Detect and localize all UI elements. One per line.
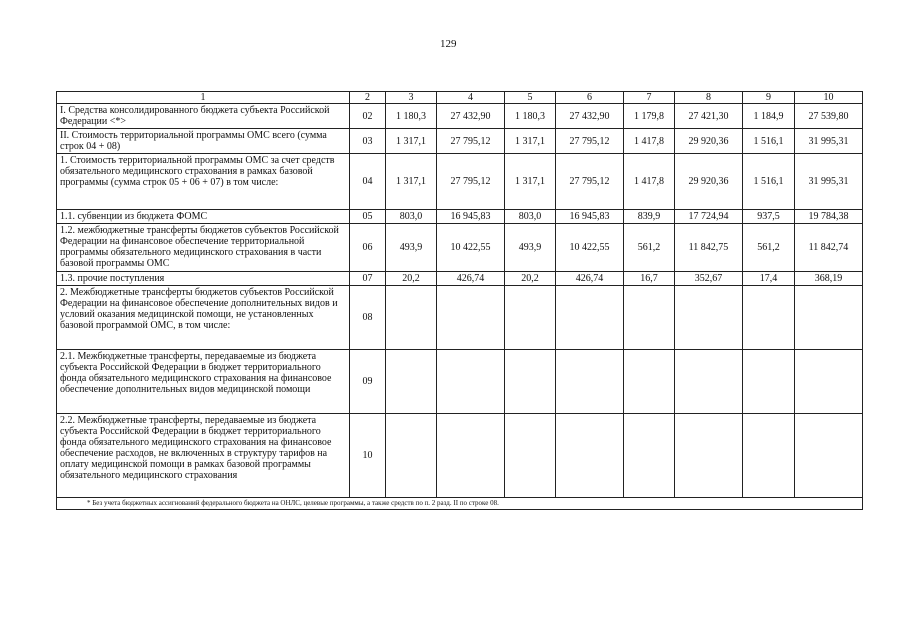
value-cell	[675, 350, 743, 414]
value-cell: 1 516,1	[743, 154, 795, 210]
value-cell: 11 842,74	[795, 224, 863, 272]
value-cell: 1 417,8	[624, 154, 675, 210]
row-label: II. Стоимость территориальной программы ОМС всего (сумма строк 04 + 08)	[57, 129, 350, 154]
col-header: 4	[437, 92, 505, 104]
value-cell: 27 421,30	[675, 104, 743, 129]
col-header: 1	[57, 92, 350, 104]
value-cell	[795, 350, 863, 414]
row-code: 05	[350, 210, 386, 224]
col-header: 6	[556, 92, 624, 104]
col-header: 3	[386, 92, 437, 104]
value-cell: 1 317,1	[386, 154, 437, 210]
value-cell	[556, 414, 624, 498]
col-header: 9	[743, 92, 795, 104]
value-cell: 31 995,31	[795, 154, 863, 210]
value-cell: 20,2	[505, 272, 556, 286]
col-header: 5	[505, 92, 556, 104]
value-cell	[556, 350, 624, 414]
value-cell: 27 795,12	[556, 154, 624, 210]
row-code: 03	[350, 129, 386, 154]
value-cell	[743, 350, 795, 414]
value-cell	[624, 350, 675, 414]
row-code: 10	[350, 414, 386, 498]
value-cell: 1 179,8	[624, 104, 675, 129]
col-header: 10	[795, 92, 863, 104]
value-cell	[437, 414, 505, 498]
value-cell: 31 995,31	[795, 129, 863, 154]
col-header: 2	[350, 92, 386, 104]
row-label: 2. Межбюджетные трансферты бюджетов субъектов Российской Федерации на финансовое обеспечение дополнительных видов и условий оказания медицинской помощи, не установленных базовой программой ОМС, в том числе:	[57, 286, 350, 350]
table-row	[57, 272, 863, 286]
value-cell: 1 516,1	[743, 129, 795, 154]
row-label: 1.1. субвенции из бюджета ФОМС	[57, 210, 350, 224]
value-cell	[624, 286, 675, 350]
table-row	[57, 129, 863, 154]
value-cell: 11 842,75	[675, 224, 743, 272]
value-cell: 29 920,36	[675, 154, 743, 210]
value-cell	[505, 350, 556, 414]
value-cell: 1 180,3	[386, 104, 437, 129]
value-cell: 27 539,80	[795, 104, 863, 129]
row-label: 1.2. межбюджетные трансферты бюджетов субъектов Российской Федерации на финансовое обеспечение территориальной программы обязательного медицинского страхования в части базовой программы ОМС	[57, 224, 350, 272]
table-row	[57, 210, 863, 224]
row-code: 02	[350, 104, 386, 129]
row-code: 06	[350, 224, 386, 272]
value-cell: 426,74	[437, 272, 505, 286]
table-row	[57, 224, 863, 272]
value-cell	[624, 414, 675, 498]
value-cell: 10 422,55	[556, 224, 624, 272]
row-code: 04	[350, 154, 386, 210]
value-cell: 493,9	[505, 224, 556, 272]
value-cell: 368,19	[795, 272, 863, 286]
value-cell	[386, 286, 437, 350]
value-cell: 16,7	[624, 272, 675, 286]
value-cell: 937,5	[743, 210, 795, 224]
value-cell: 27 795,12	[437, 154, 505, 210]
value-cell	[437, 350, 505, 414]
value-cell	[743, 414, 795, 498]
value-cell: 1 317,1	[386, 129, 437, 154]
value-cell: 27 432,90	[556, 104, 624, 129]
col-header: 8	[675, 92, 743, 104]
value-cell: 1 317,1	[505, 154, 556, 210]
value-cell: 839,9	[624, 210, 675, 224]
row-label: I. Средства консолидированного бюджета субъекта Российской Федерации <*>	[57, 104, 350, 129]
page-number: 129	[440, 38, 457, 50]
value-cell: 561,2	[743, 224, 795, 272]
value-cell	[675, 286, 743, 350]
value-cell: 493,9	[386, 224, 437, 272]
table-body	[57, 104, 863, 498]
footnote: * Без учета бюджетных ассигнований федерального бюджета на ОНЛС, целевые программы, а также средств по п. 2 разд. II по строке 08.	[57, 498, 863, 510]
value-cell: 27 795,12	[437, 129, 505, 154]
value-cell: 803,0	[386, 210, 437, 224]
col-header: 7	[624, 92, 675, 104]
value-cell: 1 184,9	[743, 104, 795, 129]
value-cell	[505, 286, 556, 350]
value-cell	[743, 286, 795, 350]
value-cell: 27 795,12	[556, 129, 624, 154]
value-cell	[386, 414, 437, 498]
value-cell	[795, 414, 863, 498]
value-cell	[556, 286, 624, 350]
value-cell	[386, 350, 437, 414]
table-header-row	[57, 92, 863, 104]
value-cell	[505, 414, 556, 498]
value-cell: 20,2	[386, 272, 437, 286]
table-row	[57, 154, 863, 210]
value-cell: 1 417,8	[624, 129, 675, 154]
table-row	[57, 286, 863, 350]
table-row	[57, 104, 863, 129]
value-cell	[795, 286, 863, 350]
value-cell: 1 180,3	[505, 104, 556, 129]
table-row	[57, 350, 863, 414]
value-cell: 1 317,1	[505, 129, 556, 154]
value-cell: 17,4	[743, 272, 795, 286]
value-cell: 426,74	[556, 272, 624, 286]
value-cell: 803,0	[505, 210, 556, 224]
value-cell	[437, 286, 505, 350]
row-label: 1.3. прочие поступления	[57, 272, 350, 286]
table-row	[57, 414, 863, 498]
value-cell	[675, 414, 743, 498]
value-cell: 27 432,90	[437, 104, 505, 129]
value-cell: 29 920,36	[675, 129, 743, 154]
value-cell: 19 784,38	[795, 210, 863, 224]
row-code: 09	[350, 350, 386, 414]
value-cell: 561,2	[624, 224, 675, 272]
row-code: 07	[350, 272, 386, 286]
row-code: 08	[350, 286, 386, 350]
value-cell: 10 422,55	[437, 224, 505, 272]
value-cell: 16 945,83	[556, 210, 624, 224]
row-label: 2.2. Межбюджетные трансферты, передаваемые из бюджета субъекта Российской Федерации в бюджет территориального фонда обязательного медицинского страхования на финансовое обеспечение расходов, не включенных в структуру тарифов на оплату медицинской помощи в рамках базовой программы обязательного медицинского страхования	[57, 414, 350, 498]
budget-table	[56, 91, 863, 510]
row-label: 1. Стоимость территориальной программы ОМС за счет средств обязательного медицинского страхования в рамках базовой программы (сумма строк 05 + 06 + 07) в том числе:	[57, 154, 350, 210]
row-label: 2.1. Межбюджетные трансферты, передаваемые из бюджета субъекта Российской Федерации в бюджет территориального фонда обязательного медицинского страхования на финансовое обеспечение дополнительных видов медицинской помощи	[57, 350, 350, 414]
value-cell: 352,67	[675, 272, 743, 286]
value-cell: 16 945,83	[437, 210, 505, 224]
footnote-row	[57, 498, 863, 510]
value-cell: 17 724,94	[675, 210, 743, 224]
